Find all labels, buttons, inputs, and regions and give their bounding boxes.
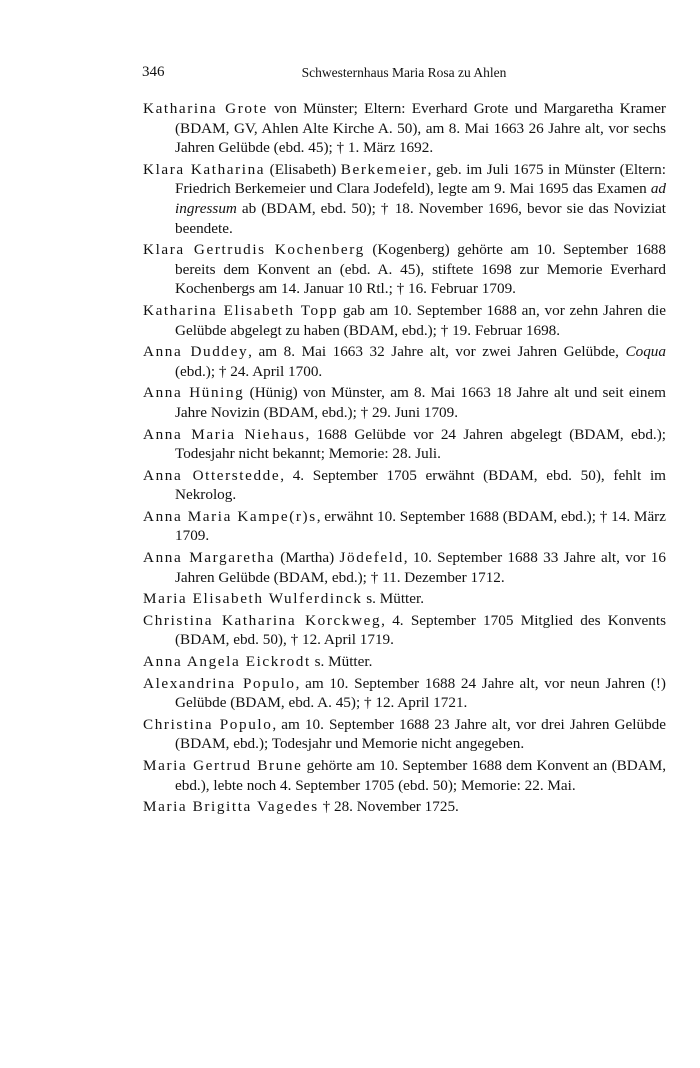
- entry-text: , 10. September 1688 33 Jahre alt, vor 16 Jahren Gelübde (BDAM, ebd.); † 11. Dezember 1712.: [175, 549, 666, 586]
- entry-katharina-elisabeth-topp: [143, 301, 666, 340]
- entry-name: Maria Brigitta Vagedes: [143, 798, 319, 816]
- entry-text: , 4. September 1705 Mitglied des Konvents (BDAM, ebd. 50), † 12. April 1719.: [175, 611, 666, 649]
- entry-anna-maria-kampers: [143, 507, 666, 546]
- entry-italic-term: Coqua: [625, 343, 666, 361]
- entry-katharina-grote: [143, 99, 666, 158]
- entry-surname: Berkemeier: [340, 160, 428, 178]
- entry-text: , 1688 Gelübde vor 24 Jahren abgelegt (BDAM, ebd.); Todesjahr nicht bekannt; Memorie: 28. Juli.: [175, 425, 666, 463]
- entry-text: , 4. September 1705 erwähnt (BDAM, ebd. 50), fehlt im Nekrolog.: [175, 466, 666, 504]
- entry-surname: Jödefeld: [339, 549, 404, 567]
- entry-maria-gertrud-brune: [143, 756, 666, 795]
- entry-text: , erwähnt 10. September 1688 (BDAM, ebd.); † 14. März 1709.: [175, 507, 666, 545]
- entry-alexandrina-populo: [143, 674, 666, 713]
- entry-text: , am 10. September 1688 24 Jahre alt, vor neun Jahren (!) Gelübde (BDAM, ebd. A. 45); † 12. April 1721.: [175, 674, 666, 712]
- entry-klara-katharina-berkemeier: [143, 160, 666, 238]
- entry-text: (Kogenberg) gehörte am 10. September 1688 bereits dem Konvent an (ebd. A. 45), stiftete 1698 zur Memorie Everhard Kochenbergs am 14. Januar 10 Rtl.; † 16. Februar 1709.: [175, 241, 666, 298]
- entry-text: (Martha): [274, 549, 340, 567]
- entry-text: , am 8. Mai 1663 32 Jahre alt, vor zwei Jahren Gelübde,: [248, 343, 626, 361]
- entry-italic-term: ad ingressum: [175, 180, 666, 217]
- entry-anna-angela-eickrodt: [143, 652, 666, 672]
- entry-name: Christina Katharina Korckweg: [143, 611, 382, 629]
- entry-text: (Hünig) von Münster, am 8. Mai 1663 18 Jahre alt und seit einem Jahre Novizin (BDAM, ebd.); † 29. Juni 1709.: [175, 384, 666, 421]
- entry-text: † 28. November 1725.: [318, 798, 459, 816]
- page-number: 346: [142, 64, 165, 80]
- entry-name: Maria Elisabeth Wulferdinck: [143, 590, 363, 608]
- entry-name: Katharina Elisabeth Topp: [143, 301, 339, 319]
- entry-name: Alexandrina Populo: [143, 674, 296, 692]
- entry-name: Anna Hüning: [143, 384, 245, 402]
- entry-name: Katharina Grote: [143, 100, 268, 117]
- entry-anna-duddey: [143, 342, 666, 381]
- entry-name: Anna Angela Eickrodt: [143, 653, 311, 671]
- entry-text: s. Mütter.: [310, 653, 373, 671]
- entry-text: gehörte am 10. September 1688 dem Konvent an (BDAM, ebd.), lebte noch 4. September 1705 (ebd. 50); Memorie: 22. Mai.: [175, 757, 666, 794]
- entry-text: , am 10. September 1688 23 Jahre alt, vor drei Jahren Gelübde (BDAM, ebd.); Todesjahr und Memorie nicht angegeben.: [175, 715, 667, 753]
- entry-text: (ebd.); † 24. April 1700.: [175, 362, 323, 380]
- entry-name: Anna Maria Kampe(r)s: [143, 507, 317, 525]
- entry-text: von Münster; Eltern: Everhard Grote und Margaretha Kramer (BDAM, GV, Ahlen Alte Kirche A. 50), am 8. Mai 1663 26 Jahre alt, vor sechs Jahren Gelübde (ebd. 45); † 1. März 1692.: [175, 100, 666, 157]
- entry-christina-populo: [143, 715, 666, 754]
- entry-list: [143, 99, 666, 817]
- entry-name: Klara Katharina: [143, 160, 266, 178]
- entry-anna-maria-niehaus: [143, 425, 666, 464]
- running-title: Schwesternhaus Maria Rosa zu Ahlen: [301, 65, 507, 80]
- entry-name: Christina Populo: [143, 715, 273, 733]
- entry-text: ab (BDAM, ebd. 50); † 18. November 1696, bevor sie das Noviziat beendete.: [175, 199, 666, 237]
- page-header: [142, 64, 666, 84]
- entry-anna-margaretha-joedefeld: [143, 548, 666, 587]
- entry-name: Klara Gertrudis Kochenberg: [143, 241, 365, 259]
- entry-maria-elisabeth-wulferdinck: [143, 589, 666, 609]
- entry-text: (Elisabeth): [265, 160, 341, 178]
- entry-text: , geb. im Juli 1675 in Münster (Eltern: Friedrich Berkemeier und Clara Jodefeld), legte am 9. Mai 1695 das Examen: [175, 160, 666, 198]
- entry-name: Anna Maria Niehaus: [143, 425, 306, 443]
- entry-anna-huening: [143, 383, 666, 422]
- entry-text: s. Mütter.: [362, 590, 425, 608]
- entry-name: Maria Gertrud Brune: [143, 757, 303, 774]
- entry-klara-gertrudis-kochenberg: [143, 240, 666, 299]
- entry-maria-brigitta-vagedes: [143, 797, 666, 817]
- entry-name: Anna Margaretha: [143, 549, 275, 567]
- entry-name: Anna Duddey: [143, 343, 249, 361]
- entry-anna-otterstedde: [143, 466, 666, 505]
- entry-christina-katharina-korckweg: [143, 611, 666, 650]
- entry-name: Anna Otterstedde: [143, 466, 281, 484]
- entry-text: gab am 10. September 1688 an, vor zehn Jahren die Gelübde abgelegt zu haben (BDAM, ebd.); † 19. Februar 1698.: [175, 301, 666, 339]
